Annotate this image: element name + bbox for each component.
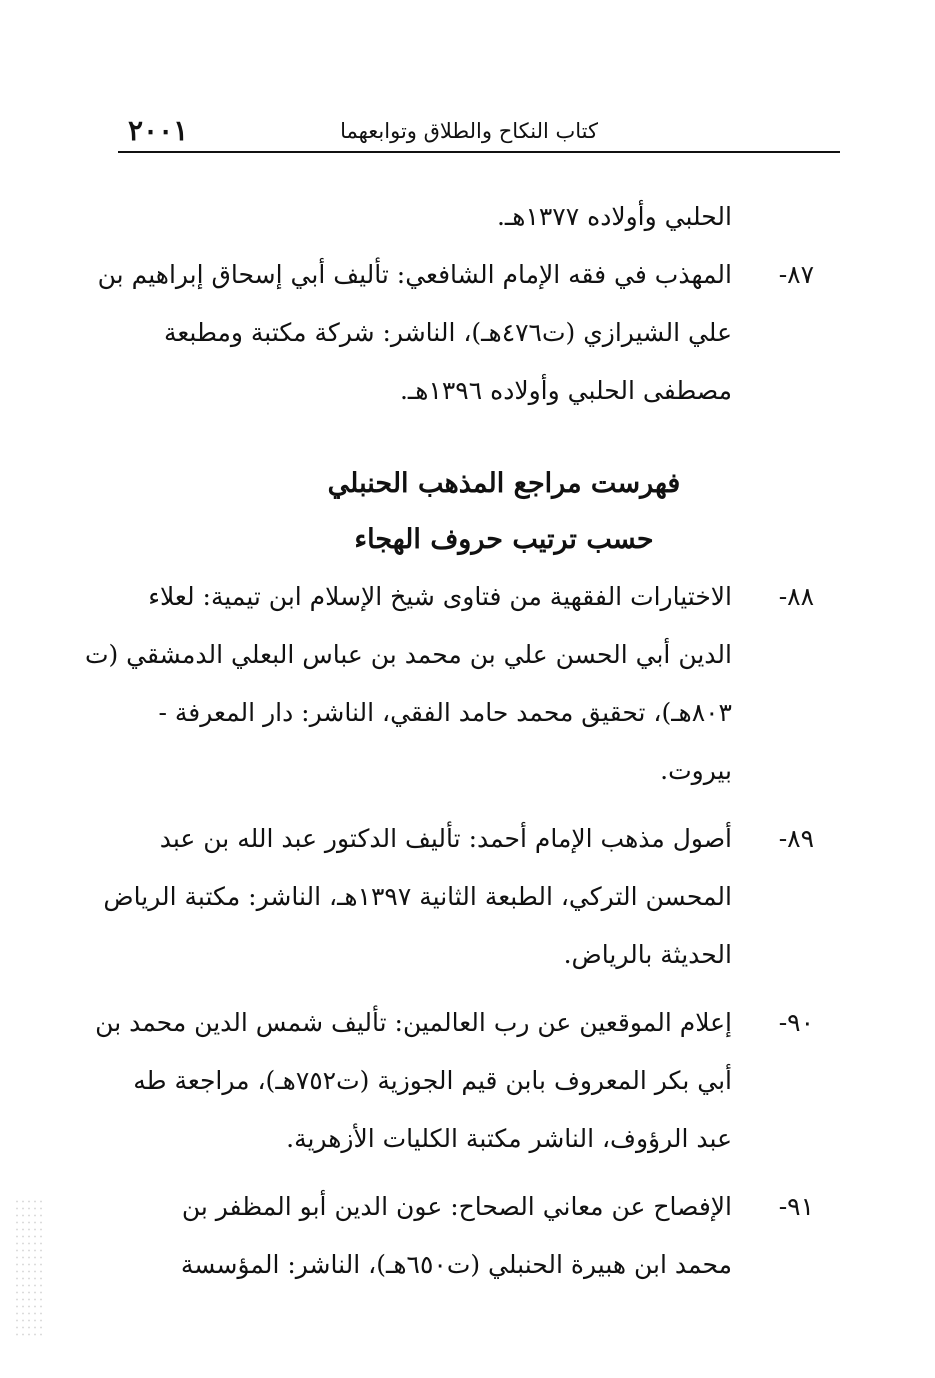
running-title: كتاب النكاح والطلاق وتوابعهما xyxy=(340,119,598,143)
entry-line: أصول مذهب الإمام أحمد: تأليف الدكتور عبد الله بن عبد xyxy=(159,824,732,853)
scan-speckle xyxy=(14,1198,42,1338)
continuation-line: الحلبي وأولاده ١٣٧٧هـ. xyxy=(496,202,732,231)
entry-line: بيروت. xyxy=(660,756,732,785)
entry-line: عبد الرؤوف، الناشر مكتبة الكليات الأزهرية. xyxy=(286,1124,732,1153)
entry-number: ٩٠- xyxy=(778,1008,814,1037)
entry-line: الحديثة بالرياض. xyxy=(563,940,732,969)
page-header xyxy=(120,112,838,152)
reference-entry-89 xyxy=(103,810,814,984)
entry-line: مصطفى الحلبي وأولاده ١٣٩٦هـ. xyxy=(399,376,732,405)
entry-line: المهذب في فقه الإمام الشافعي: تأليف أبي إسحاق إبراهيم بن xyxy=(97,260,732,289)
entry-line: المحسن التركي، الطبعة الثانية ١٣٩٧هـ، الناشر: مكتبة الرياض xyxy=(103,882,732,911)
entry-line: الاختيارات الفقهية من فتاوى شيخ الإسلام ابن تيمية: لعلاء xyxy=(148,582,732,611)
reference-entry-90 xyxy=(95,994,814,1168)
entry-number: ٨٩- xyxy=(778,824,814,853)
entry-line: علي الشيرازي (ت٤٧٦هـ)، الناشر: شركة مكتبة ومطبعة xyxy=(163,318,732,347)
entry-line: الإفصاح عن معاني الصحاح: عون الدين أبو المظفر بن xyxy=(181,1192,732,1221)
entry-line: محمد ابن هبيرة الحنبلي (ت٦٥٠هـ)، الناشر: المؤسسة xyxy=(180,1250,732,1279)
section-subheading: حسب ترتيب حروف الهجاء xyxy=(354,524,654,555)
entry-line: ٨٠٣هـ)، تحقيق محمد حامد الفقي، الناشر: دار المعرفة - xyxy=(158,698,732,727)
reference-entry-87 xyxy=(97,246,814,420)
reference-entry-91 xyxy=(124,1178,814,1294)
entry-line: إعلام الموقعين عن رب العالمين: تأليف شمس الدين محمد بن xyxy=(95,1008,732,1037)
entry-number: ٨٨- xyxy=(778,582,814,611)
header-rule xyxy=(118,151,840,153)
page-number: ٢٠٠١ xyxy=(128,114,189,147)
entry-line: الدين أبي الحسن علي بن محمد بن عباس البعلي الدمشقي (ت xyxy=(84,640,732,669)
entry-number: ٨٧- xyxy=(778,260,814,289)
reference-entry-88 xyxy=(84,568,814,800)
entry-line: أبي بكر المعروف بابن قيم الجوزية (ت٧٥٢هـ)، مراجعة طه xyxy=(133,1066,732,1095)
page-body xyxy=(84,188,814,1294)
entry-number: ٩١- xyxy=(778,1192,814,1221)
section-heading: فهرست مراجع المذهب الحنبلي xyxy=(327,468,681,499)
